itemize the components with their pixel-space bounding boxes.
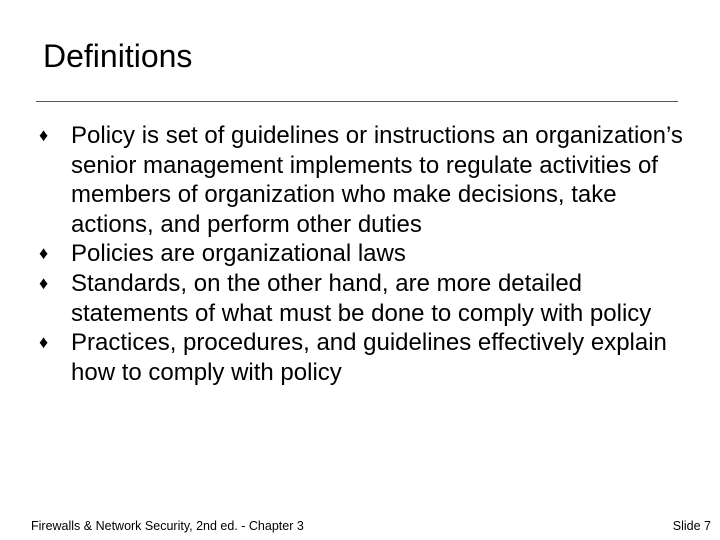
bullet-item — [36, 239, 696, 269]
bullet-item — [36, 121, 696, 239]
bullet-list — [36, 121, 696, 387]
diamond-bullet-icon: ♦ — [39, 272, 49, 293]
footer-slide-number: Slide 7 — [672, 519, 711, 533]
bullet-text: Standards, on the other hand, are more detailed statements of what must be done to comply with policy — [71, 269, 652, 327]
diamond-bullet-icon: ♦ — [39, 332, 49, 353]
title-divider — [36, 101, 678, 102]
slide-title: Definitions — [43, 38, 193, 74]
diamond-bullet-icon: ♦ — [39, 125, 49, 145]
bullet-item — [36, 328, 696, 387]
bullet-text: Policies are organizational laws — [71, 240, 406, 268]
footer-course-title: Firewalls & Network Security, 2nd ed. - Chapter 3 — [31, 519, 304, 533]
bullet-text: Practices, procedures, and guidelines effectively explain how to comply with policy — [71, 329, 667, 386]
bullet-text: Policy is set of guidelines or instructions an organization’s senior management implements to regulate activities of members of organization who make decisions, take actions, and perform other duties — [71, 122, 683, 238]
bullet-item — [36, 269, 696, 328]
diamond-bullet-icon: ♦ — [39, 243, 49, 264]
